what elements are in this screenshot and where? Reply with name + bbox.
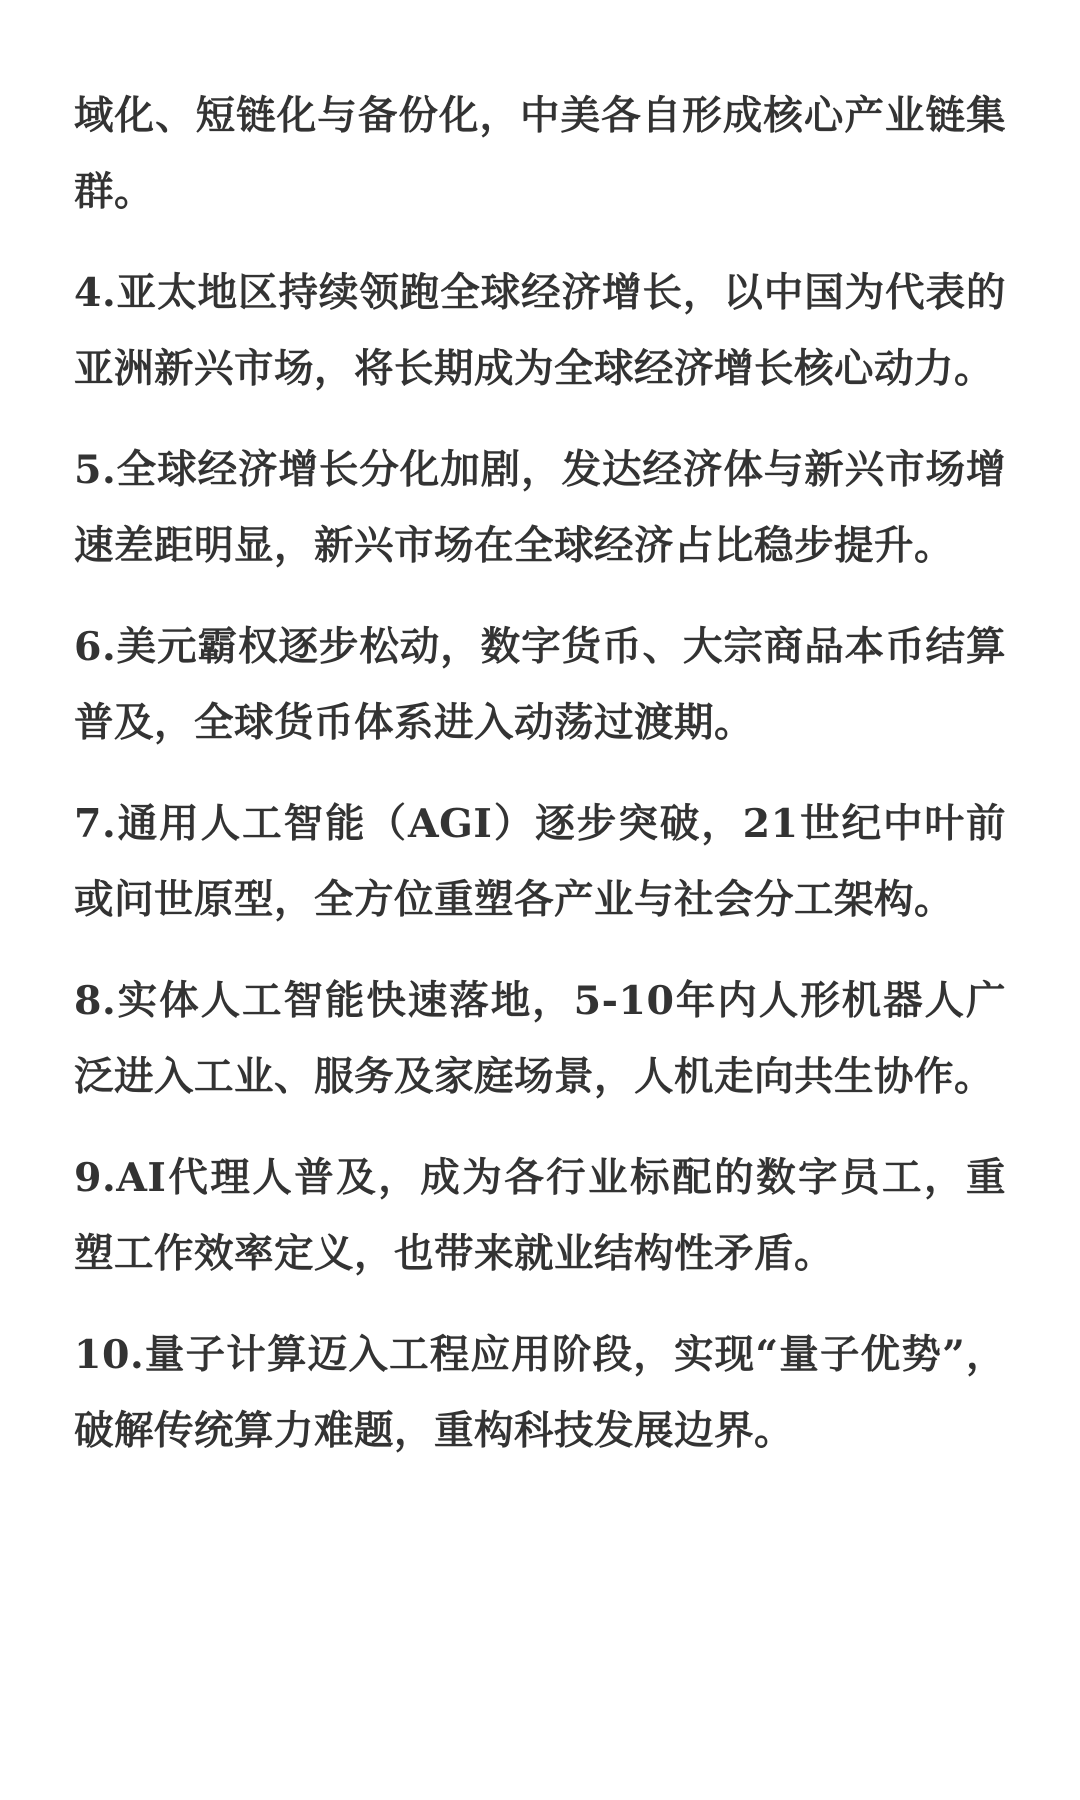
paragraph-item-10: 10.量子计算迈入工程应用阶段，实现“量子优势”，破解传统算力难题，重构科技发展边界。 bbox=[74, 1332, 1006, 1454]
paragraph-item-9: 9.AI代理人普及，成为各行业标配的数字员工，重塑工作效率定义，也带来就业结构性矛盾。 bbox=[74, 1155, 1006, 1277]
paragraph-item-7: 7.通用人工智能（AGI）逐步突破，21世纪中叶前或问世原型，全方位重塑各产业与社会分工架构。 bbox=[74, 801, 1006, 923]
paragraph-item-4: 4.亚太地区持续领跑全球经济增长，以中国为代表的亚洲新兴市场，将长期成为全球经济增长核心动力。 bbox=[74, 270, 1006, 392]
paragraph-item-5: 5.全球经济增长分化加剧，发达经济体与新兴市场增速差距明显，新兴市场在全球经济占比稳步提升。 bbox=[74, 447, 1006, 569]
article-body bbox=[74, 78, 1006, 1494]
paragraph-continued: 域化、短链化与备份化，中美各自形成核心产业链集群。 bbox=[74, 93, 1006, 215]
paragraph-item-8: 8.实体人工智能快速落地，5-10年内人形机器人广泛进入工业、服务及家庭场景，人机走向共生协作。 bbox=[74, 978, 1006, 1100]
paragraph-item-6: 6.美元霸权逐步松动，数字货币、大宗商品本币结算普及，全球货币体系进入动荡过渡期。 bbox=[74, 624, 1006, 746]
